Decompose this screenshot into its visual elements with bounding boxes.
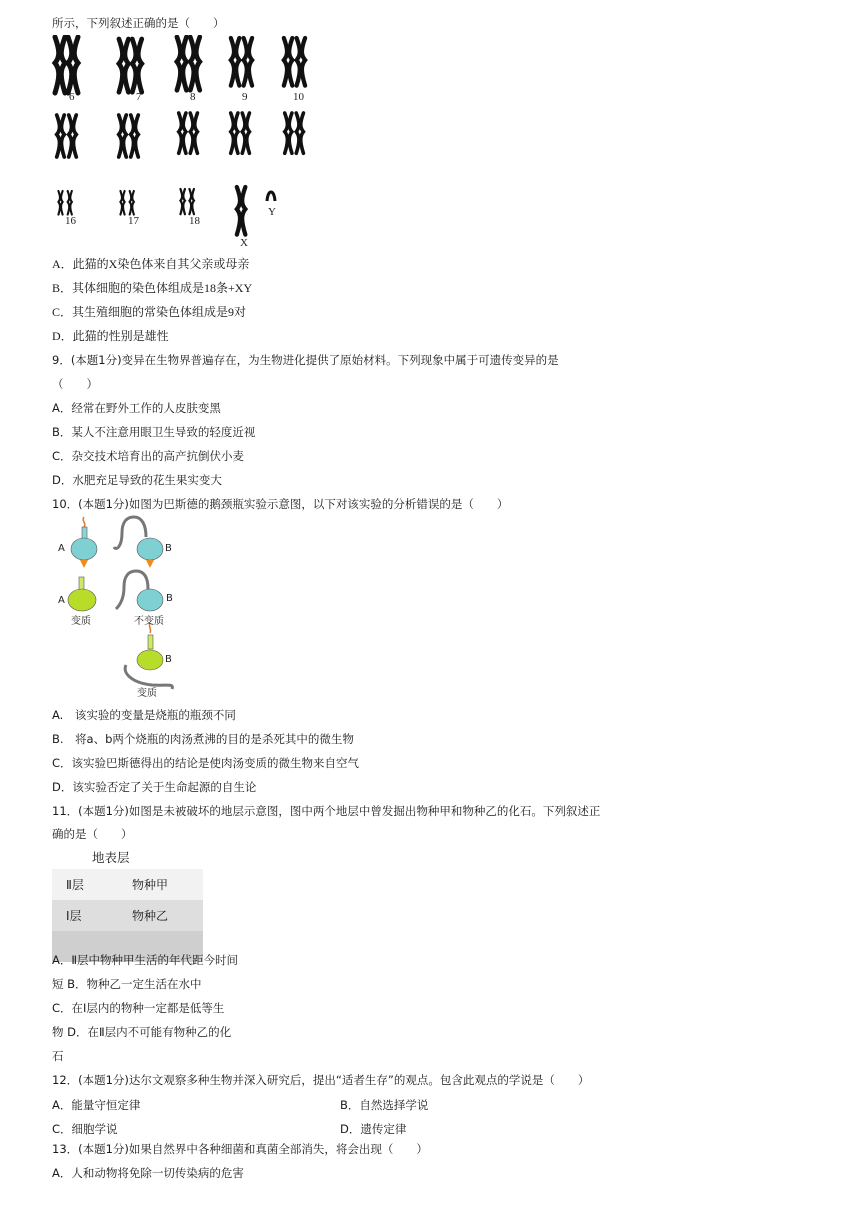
- chromosome-pair-12: [119, 115, 139, 157]
- chromosome-pair-11: [57, 115, 77, 157]
- chromosome-pair-15: [285, 113, 304, 153]
- strata-diagram: [52, 869, 203, 962]
- chromosome-pair-10: [284, 38, 305, 86]
- chromosome-pair-14: [231, 113, 250, 153]
- q9-option-a: A．经常在野外工作的人皮肤变黑: [52, 401, 221, 415]
- flask-a-boiling: [71, 517, 97, 568]
- flask-label-b-mid: B: [166, 593, 173, 604]
- q8-option-d: D．此猫的性别是雄性: [52, 329, 169, 343]
- chromosome-x: [237, 187, 246, 235]
- chromosome-pair-13: [179, 113, 198, 153]
- karyotype-label-17: 17: [128, 215, 139, 227]
- q10-option-c: C．该实验巴斯德得出的结论是使肉汤变质的微生物来自空气: [52, 756, 360, 770]
- q9-stem-bracket: （ ）: [52, 377, 98, 391]
- chromosome-y: [267, 192, 275, 201]
- karyotype-label-9: 9: [242, 91, 248, 103]
- q11-option-line-2: 短 B．物种乙一定生活在水中: [52, 977, 202, 991]
- q9-option-b: B．某人不注意用眼卫生导致的轻度近视: [52, 425, 256, 439]
- flask-caption-spoiled-a: 变质: [71, 616, 91, 627]
- q11-option-line-1: A．Ⅱ层中物种甲生活的年代距今时间: [52, 953, 239, 967]
- chromosome-pair-6: [55, 37, 78, 93]
- q10-option-a: A. 该实验的变量是烧瓶的瓶颈不同: [52, 708, 236, 722]
- q9-option-d: D．水肥充足导致的花生果实变大: [52, 473, 222, 487]
- flask-label-a-mid: A: [58, 595, 65, 606]
- stratum-species: 物种乙: [132, 900, 203, 931]
- q13-stem: 13．(本题1分)如果自然界中各种细菌和真菌全部消失，将会出现（ ）: [52, 1142, 428, 1156]
- stratum-layer-1: [52, 900, 203, 931]
- q8-stem: 所示，下列叙述正确的是（ ）: [52, 16, 225, 30]
- stratum-name: Ⅱ层: [52, 869, 132, 900]
- chromosome-pair-18: [180, 189, 194, 214]
- q11-stem: 11．(本题1分)如图是未被破坏的地层示意图，图中两个地层中曾发掘出物种甲和物种乙的化石。下列叙述正: [52, 804, 601, 818]
- swan-neck-flask-figure: [52, 513, 192, 698]
- q12-stem: 12．(本题1分)达尔文观察多种生物并深入研究后，提出“适者生存”的观点。包含此观点的学说是（ ）: [52, 1073, 590, 1087]
- flask-label-b-bottom: B: [165, 654, 172, 665]
- flask-a-spoiled: [68, 577, 96, 611]
- karyotype-label-18: 18: [189, 215, 200, 227]
- karyotype-label-y: Y: [268, 206, 276, 218]
- flask-b-boiling: [114, 517, 163, 568]
- q12-option-c: C．细胞学说: [52, 1122, 118, 1136]
- q8-option-c: C．其生殖细胞的常染色体组成是9对: [52, 305, 247, 319]
- chromosome-pair-8: [177, 37, 200, 90]
- q10-option-b: B. 将a、b两个烧瓶的肉汤煮沸的目的是杀死其中的微生物: [52, 732, 354, 746]
- karyotype-label-x: X: [240, 237, 248, 249]
- stratum-name: Ⅰ层: [52, 900, 132, 931]
- chromosome-pair-9: [231, 38, 252, 86]
- q10-stem: 10．(本题1分)如图为巴斯德的鹅颈瓶实验示意图，以下对该实验的分析错误的是（ ）: [52, 497, 509, 511]
- flask-label-b-top: B: [165, 543, 172, 554]
- chromosome-pair-7: [119, 39, 142, 92]
- karyotype-label-7: 7: [136, 91, 142, 103]
- q12-option-b: B．自然选择学说: [340, 1098, 429, 1112]
- q8-option-b: B．其体细胞的染色体组成是18条+XY: [52, 281, 253, 295]
- q9-stem: 9．(本题1分)变异在生物界普遍存在，为生物进化提供了原始材料。下列现象中属于可遗传变异的是: [52, 353, 559, 367]
- karyotype-label-10: 10: [293, 91, 304, 103]
- q11-option-line-3: C．在Ⅰ层内的物种一定都是低等生: [52, 1001, 225, 1015]
- q11-option-line-5: 石: [52, 1049, 64, 1063]
- q9-option-c: C．杂交技术培育出的高产抗倒伏小麦: [52, 449, 245, 463]
- flask-b-not-spoiled: [116, 571, 163, 611]
- q12-option-d: D．遗传定律: [340, 1122, 407, 1136]
- strata-surface-label: 地表层: [92, 850, 130, 865]
- q13-option-a: A．人和动物将免除一切传染病的危害: [52, 1166, 244, 1180]
- flask-label-a-top: A: [58, 543, 65, 554]
- q10-option-d: D．该实验否定了关于生命起源的自生论: [52, 780, 257, 794]
- q11-stem-cont: 确的是（ ）: [52, 827, 133, 841]
- q11-option-line-4: 物 D．在Ⅱ层内不可能有物种乙的化: [52, 1025, 232, 1039]
- stratum-layer-2: [52, 869, 203, 900]
- chromosome-pair-17: [120, 191, 133, 215]
- flask-caption-not-spoiled: 不变质: [134, 616, 164, 627]
- q8-option-a: A．此猫的X染色体来自其父亲或母亲: [52, 257, 250, 271]
- q12-option-a: A．能量守恒定律: [52, 1098, 141, 1112]
- karyotype-label-6: 6: [69, 91, 75, 103]
- karyotype-label-16: 16: [65, 215, 76, 227]
- flask-caption-spoiled-b: 变质: [137, 688, 157, 699]
- karyotype-label-8: 8: [190, 91, 196, 103]
- chromosome-pair-16: [58, 191, 71, 215]
- stratum-species: 物种甲: [132, 869, 203, 900]
